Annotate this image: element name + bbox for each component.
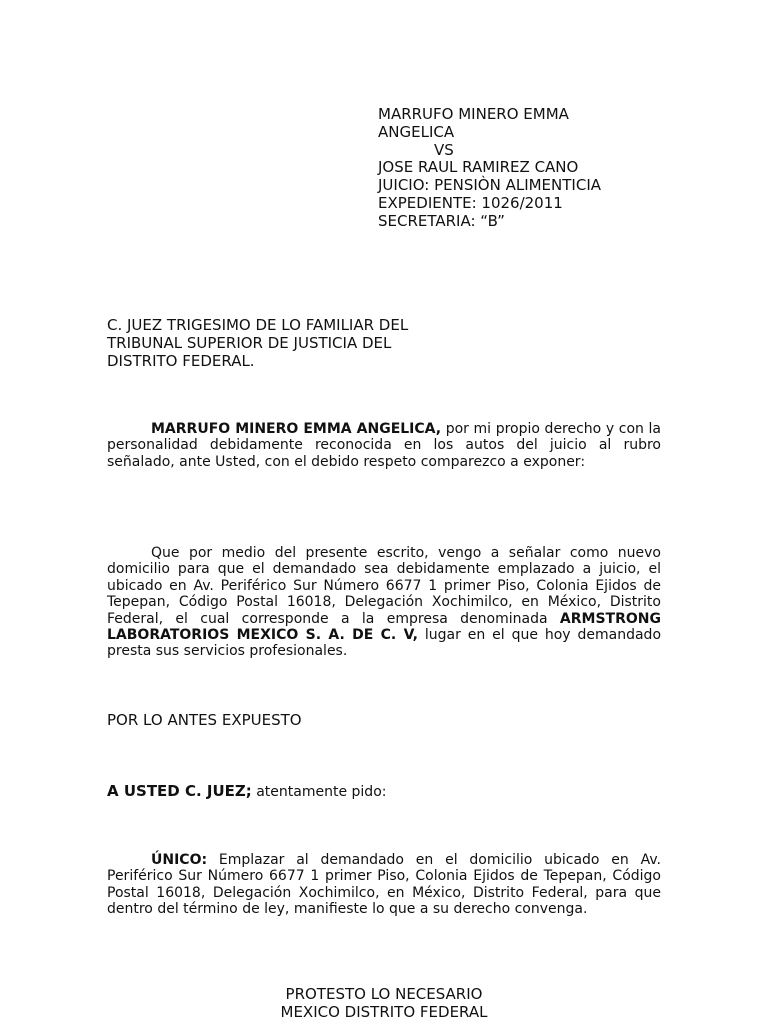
heading-request-text: atentamente pido: [251,784,387,800]
caption-secretariat: SECRETARIA: “B” [378,211,505,230]
caption-defendant: JOSE RAUL RAMIREZ CANO [378,158,579,177]
caption-file-number: EXPEDIENTE: 1026/2011 [378,193,563,212]
unico-label: ÚNICO: [151,852,208,868]
address-paragraph-text-2: lugar en el que hoy demandado presta sus servicios profesionales. [107,627,662,660]
closing-line-1: PROTESTO LO NECESARIO [285,985,483,1003]
company-name: ARMSTRONG LABORATORIOS MEXICO S. A. DE C. V, [107,610,661,644]
address-paragraph-text-1: Que por medio del presente escrito, vengo a señalar como nuevo domicilio para que el demandado sea debidamente emplazado a juicio, el ubicado en Av. Periférico Sur Número 6677 1 primer Piso, Colonia Ejidos de Tepepan, Código Postal 16018, Delegación Xochimilco, en México, Distrito Federal, el cual corresponde a la empresa denominada [107,545,661,627]
address-paragraph [107,545,661,660]
case-caption [378,106,601,231]
unico-paragraph-text: Emplazar al demandado en el domicilio ubicado en Av. Periférico Sur Número 6677 1 primer Piso, Colonia Ejidos de Tepepan, Código Postal 16018, Delegación Xochimilco, en México, Distrito Federal, para que dentro del término de ley, manifieste lo que a su derecho convenga. [107,852,661,918]
opening-paragraph [107,421,661,470]
closing-line-2: MEXICO DISTRITO FEDERAL [280,1002,488,1021]
caption-case-type: JUICIO: PENSIÒN ALIMENTICIA [378,176,602,195]
addressee-block [107,317,408,370]
heading-request-bold: A USTED C. JUEZ; [107,782,252,800]
caption-plaintiff-line-1: MARRUFO MINERO EMMA [378,105,569,123]
heading-por-lo-antes: POR LO ANTES EXPUESTO [107,711,302,729]
heading-request [107,782,386,800]
addressee-line-2: TRIBUNAL SUPERIOR DE JUSTICIA DEL [107,333,392,352]
addressee-line-3: DISTRITO FEDERAL. [107,351,255,370]
addressee-line-1: C. JUEZ TRIGESIMO DE LO FAMILIAR DEL [107,316,409,334]
closing-block [107,986,661,1022]
caption-plaintiff-line-2: ANGELICA [378,122,455,141]
petitioner-name: MARRUFO MINERO EMMA ANGELICA, [151,421,442,437]
unico-paragraph [107,852,661,918]
opening-paragraph-text: por mi propio derecho y con la personalidad debidamente reconocida en los autos del juicio al rubro señalado, ante Usted, con el debido respeto comparezco a exponer: [107,421,662,470]
caption-versus: VS [434,140,454,159]
